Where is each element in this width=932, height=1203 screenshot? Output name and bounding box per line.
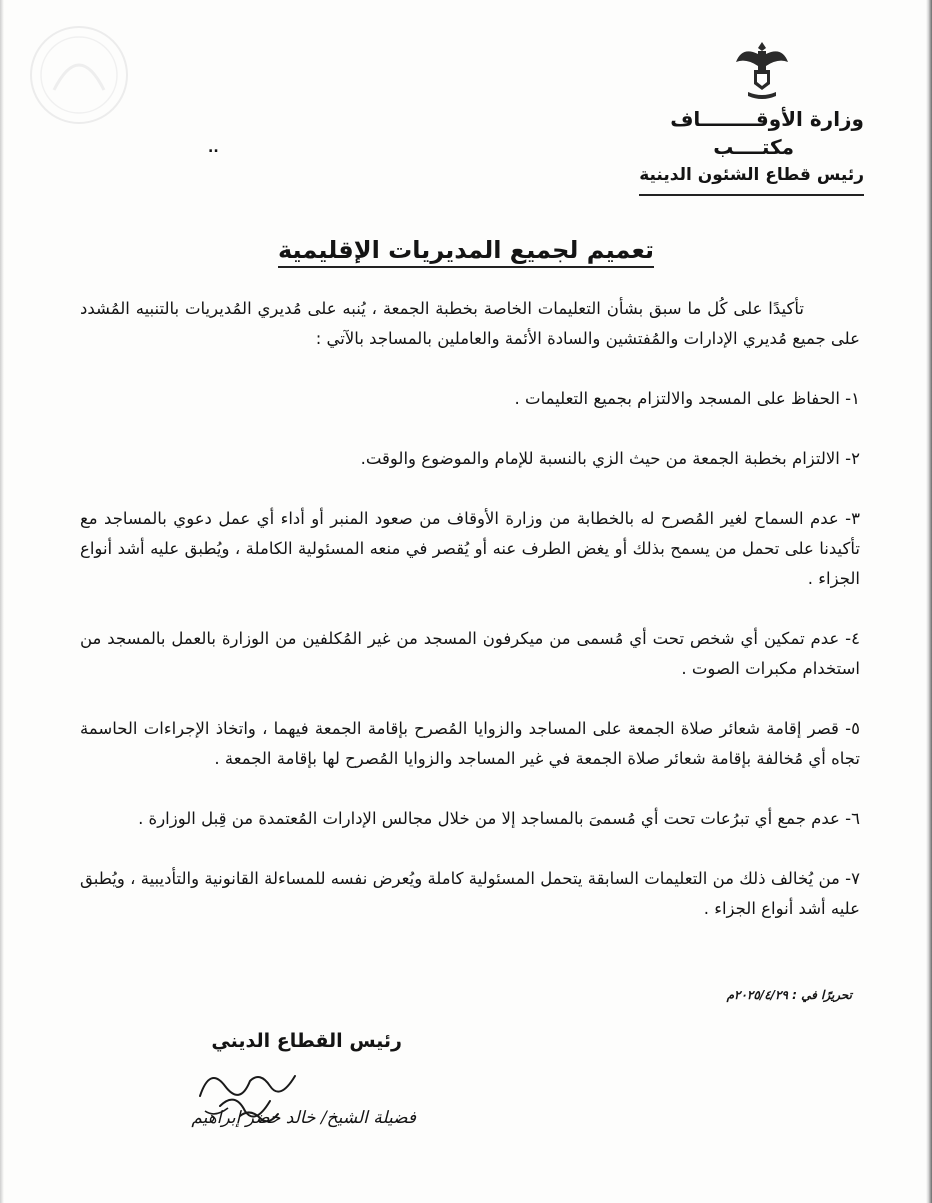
- item-number: ١-: [845, 389, 860, 408]
- intro-paragraph: تأكيدًا على كُل ما سبق بشأن التعليمات الخاصة بخطبة الجمعة ، يُنبه على مُديري المُديريات بالتنبيه المُشدد على جميع مُديري الإدارات والمُفتشين والسادة الأئمة والعاملين بالمساجد بالآتي :: [80, 299, 860, 348]
- list-item: [80, 384, 860, 414]
- ministry-name: وزارة الأوقــــــــاف: [670, 107, 864, 131]
- item-text: عدم تمكين أي شخص تحت أي مُسمى من ميكرفون المسجد من غير المُكلفين من الوزارة بالعمل بالمسجد من استخدام مكبرات الصوت .: [80, 629, 860, 678]
- item-text: من يُخالف ذلك من التعليمات السابقة يتحمل المسئولية كاملة ويُعرض نفسه للمساءلة القانونية والتأديبية ، ويُطبق عليه أشد أنواع الجزاء .: [80, 869, 860, 918]
- signatory-name: فضيلة الشيخ/ خالد خضر إبراهيم: [191, 1108, 416, 1128]
- document-body: [80, 294, 860, 954]
- scan-shadow-right: [926, 0, 932, 1203]
- issue-date: تحريرًا في : ٢٠٢٥/٤/٢٩م: [726, 988, 852, 1002]
- item-number: ٧-: [845, 869, 860, 888]
- egypt-eagle-emblem-icon: [732, 36, 792, 100]
- list-item: [80, 714, 860, 774]
- list-item: [80, 504, 860, 594]
- office-label: مكتــــب: [713, 135, 794, 159]
- item-number: ٦-: [845, 809, 860, 828]
- document-title-text: تعميم لجميع المديريات الإقليمية: [278, 236, 654, 268]
- item-number: ٣-: [845, 509, 860, 528]
- item-text: عدم السماح لغير المُصرح له بالخطابة من وزارة الأوقاف من صعود المنبر أو أداء أي عمل دعوي بالمساجد مع تأكيدنا على تحمل من يسمح بذلك أو يغض الطرف عنه أو يُقصر في منعه المسئولية الكاملة ، ويُطبق عليه أشد أنواع الجزاء .: [80, 509, 860, 588]
- sector-name: رئيس قطاع الشئون الدينية: [639, 160, 864, 196]
- list-item: [80, 804, 860, 834]
- header-dots: ..: [208, 140, 219, 156]
- list-item: [80, 444, 860, 474]
- scan-shadow-left: [0, 0, 4, 1203]
- letterhead: [624, 104, 864, 196]
- signatory-title: رئيس القطاع الديني: [211, 1030, 402, 1052]
- item-number: ٢-: [845, 449, 860, 468]
- list-item: [80, 624, 860, 684]
- item-number: ٤-: [845, 629, 860, 648]
- signature-block: [150, 1026, 420, 1146]
- item-text: عدم جمع أي تبرُعات تحت أي مُسمىَ بالمساجد إلا من خلال مجالس الإدارات المُعتمدة من قِبل الوزارة .: [138, 809, 840, 828]
- item-text: الالتزام بخطبة الجمعة من حيث الزي بالنسبة للإمام والموضوع والوقت.: [360, 449, 840, 468]
- watermark-seal-icon: [24, 20, 134, 130]
- item-text: قصر إقامة شعائر صلاة الجمعة على المساجد والزوايا المُصرح بإقامة الجمعة فيهما ، واتخاذ الإجراءات الحاسمة تجاه أي مُخالفة بإقامة شعائر صلاة الجمعة في غير المساجد والزوايا المُصرح لها بإقامة الجمعة .: [80, 719, 860, 768]
- document-title: [0, 236, 932, 264]
- list-item: [80, 864, 860, 924]
- item-number: ٥-: [845, 719, 861, 738]
- item-text: الحفاظ على المسجد والالتزام بجميع التعليمات .: [514, 389, 840, 408]
